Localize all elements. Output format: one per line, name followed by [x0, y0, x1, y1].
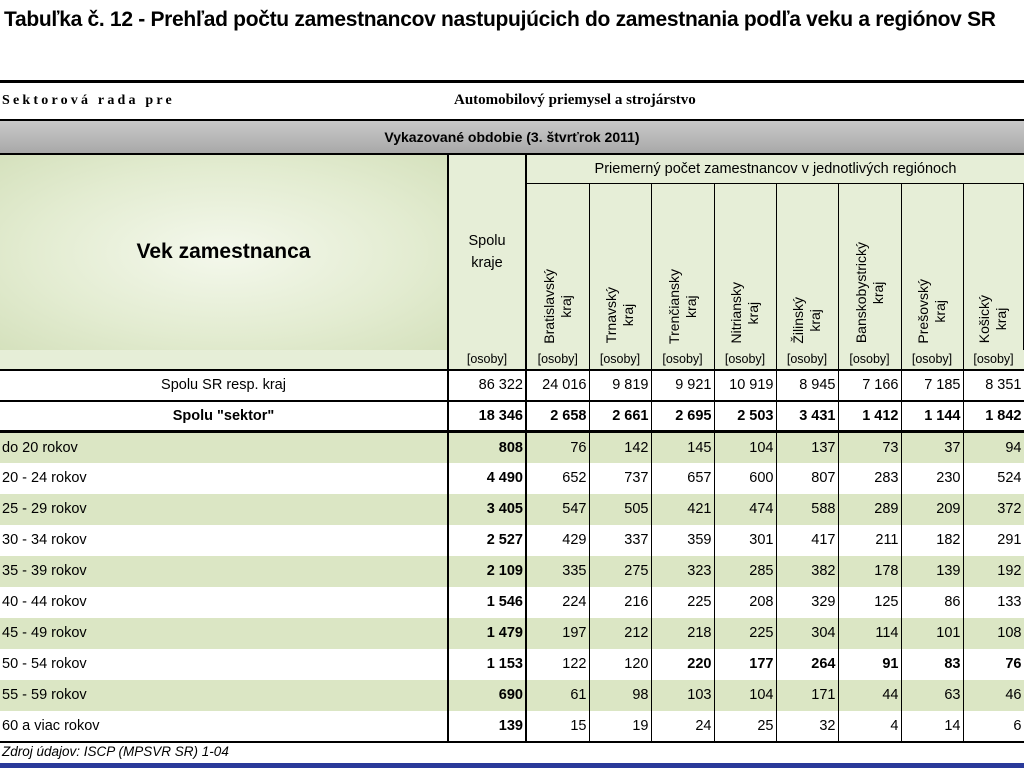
age-value: 44 — [838, 680, 901, 711]
row-value: 1 412 — [838, 401, 901, 432]
region-header-3 — [651, 184, 714, 350]
age-total: 1 546 — [448, 587, 526, 618]
age-total: 139 — [448, 711, 526, 742]
region-header-line1: Prešovský — [915, 278, 931, 344]
age-total: 808 — [448, 432, 526, 463]
age-value: 197 — [526, 618, 589, 649]
age-value: 359 — [651, 525, 714, 556]
age-value: 24 — [651, 711, 714, 742]
row-total: 86 322 — [448, 370, 526, 401]
age-rows — [0, 432, 1024, 742]
region-header-line2: kraj — [807, 308, 823, 332]
region-header-line2: kraj — [745, 301, 761, 325]
summary-rows — [0, 370, 1024, 432]
age-value: 291 — [963, 525, 1024, 556]
age-value: 474 — [714, 494, 776, 525]
age-value: 289 — [838, 494, 901, 525]
age-label: 20 - 24 rokov — [0, 463, 448, 494]
age-value: 32 — [776, 711, 838, 742]
unit-cell: [osoby] — [901, 350, 963, 370]
region-header-label — [853, 242, 887, 343]
age-value: 25 — [714, 711, 776, 742]
region-header-line1: Košický — [976, 295, 993, 344]
region-header-4 — [714, 184, 776, 350]
age-value: 73 — [838, 432, 901, 463]
age-value: 182 — [901, 525, 963, 556]
age-value: 120 — [589, 649, 651, 680]
age-value: 225 — [651, 587, 714, 618]
age-value: 212 — [589, 618, 651, 649]
total-column-header — [448, 154, 526, 350]
units-blank-cell — [0, 350, 448, 370]
age-total: 1 479 — [448, 618, 526, 649]
region-header-line2: kraj — [993, 308, 1010, 331]
age-value: 588 — [776, 494, 838, 525]
region-header-line1: Žilinský — [790, 296, 806, 344]
region-header-line1: Trnavský — [603, 287, 619, 344]
row-value: 2 658 — [526, 401, 589, 432]
unit-cell: [osoby] — [651, 350, 714, 370]
age-label: 50 - 54 rokov — [0, 649, 448, 680]
age-value: 98 — [589, 680, 651, 711]
sector-label: Sektorová rada pre — [0, 82, 448, 120]
unit-cell: [osoby] — [963, 350, 1024, 370]
region-header-line2: kraj — [557, 294, 574, 318]
age-value: 216 — [589, 587, 651, 618]
age-value: 218 — [651, 618, 714, 649]
row-value: 8 351 — [963, 370, 1024, 401]
region-header-7 — [901, 184, 963, 350]
age-label: 40 - 44 rokov — [0, 587, 448, 618]
unit-cell: [osoby] — [714, 350, 776, 370]
age-value: 657 — [651, 463, 714, 494]
region-header-line2: kraj — [869, 281, 886, 305]
age-value: 46 — [963, 680, 1024, 711]
row-total: 18 346 — [448, 401, 526, 432]
row-value: 3 431 — [776, 401, 838, 432]
region-header-8 — [963, 184, 1024, 350]
row-label: Spolu SR resp. kraj — [0, 370, 448, 401]
age-column-header: Vek zamestnanca — [0, 154, 448, 350]
age-label: 25 - 29 rokov — [0, 494, 448, 525]
age-value: 76 — [526, 432, 589, 463]
unit-cell: [osoby] — [448, 350, 526, 370]
age-value: 275 — [589, 556, 651, 587]
header-row — [0, 154, 1024, 184]
row-value: 24 016 — [526, 370, 589, 401]
age-value: 61 — [526, 680, 589, 711]
unit-cell: [osoby] — [526, 350, 589, 370]
sector-row — [0, 82, 1024, 120]
period-label: Vykazované obdobie (3. štvrťrok 2011) — [0, 120, 1024, 154]
age-value: 211 — [838, 525, 901, 556]
age-value: 177 — [714, 649, 776, 680]
age-value: 220 — [651, 649, 714, 680]
age-value: 76 — [963, 649, 1024, 680]
age-label: do 20 rokov — [0, 432, 448, 463]
region-header-line1: Bratislavský — [540, 268, 557, 344]
table-row — [0, 680, 1024, 711]
region-header-label — [915, 279, 949, 344]
age-value: 737 — [589, 463, 651, 494]
age-label: 30 - 34 rokov — [0, 525, 448, 556]
region-header-5 — [776, 184, 838, 350]
age-value: 103 — [651, 680, 714, 711]
row-label: Spolu "sektor" — [0, 401, 448, 432]
region-header-label — [728, 282, 762, 343]
table-row — [0, 556, 1024, 587]
age-total: 3 405 — [448, 494, 526, 525]
table-row — [0, 711, 1024, 742]
age-value: 14 — [901, 711, 963, 742]
region-header-label — [790, 297, 824, 344]
age-value: 225 — [714, 618, 776, 649]
region-header-line2: kraj — [932, 299, 948, 323]
table-row — [0, 618, 1024, 649]
age-value: 600 — [714, 463, 776, 494]
row-value: 2 503 — [714, 401, 776, 432]
age-value: 101 — [901, 618, 963, 649]
age-value: 283 — [838, 463, 901, 494]
units-row — [0, 350, 1024, 370]
age-value: 230 — [901, 463, 963, 494]
age-value: 104 — [714, 432, 776, 463]
region-header-line2: kraj — [682, 294, 699, 318]
page-title: Tabuľka č. 12 - Prehľad počtu zamestnancov nastupujúcich do zamestnania podľa veku a regiónov SR — [4, 8, 996, 31]
age-value: 15 — [526, 711, 589, 742]
age-label: 45 - 49 rokov — [0, 618, 448, 649]
age-total: 690 — [448, 680, 526, 711]
period-row — [0, 120, 1024, 154]
total-header-line1: Spolu — [468, 233, 506, 249]
age-value: 417 — [776, 525, 838, 556]
row-value: 2 695 — [651, 401, 714, 432]
age-value: 208 — [714, 587, 776, 618]
region-header-label — [541, 269, 575, 344]
table-row — [0, 494, 1024, 525]
table-row — [0, 587, 1024, 618]
age-value: 6 — [963, 711, 1024, 742]
age-value: 421 — [651, 494, 714, 525]
region-header-label — [666, 269, 700, 344]
summary-row — [0, 401, 1024, 432]
age-value: 285 — [714, 556, 776, 587]
row-value: 7 166 — [838, 370, 901, 401]
age-value: 337 — [589, 525, 651, 556]
age-value: 145 — [651, 432, 714, 463]
age-total: 1 153 — [448, 649, 526, 680]
age-label: 60 a viac rokov — [0, 711, 448, 742]
table-row — [0, 525, 1024, 556]
region-header-1 — [526, 184, 589, 350]
age-value: 329 — [776, 587, 838, 618]
row-value: 9 921 — [651, 370, 714, 401]
source-note: Zdroj údajov: ISCP (MPSVR SR) 1-04 — [2, 744, 229, 759]
age-value: 807 — [776, 463, 838, 494]
table-row — [0, 432, 1024, 463]
age-value: 63 — [901, 680, 963, 711]
region-header-label — [976, 295, 1010, 343]
age-label: 55 - 59 rokov — [0, 680, 448, 711]
age-value: 83 — [901, 649, 963, 680]
age-value: 335 — [526, 556, 589, 587]
employee-table — [0, 80, 1024, 743]
row-value: 7 185 — [901, 370, 963, 401]
age-value: 137 — [776, 432, 838, 463]
age-value: 133 — [963, 587, 1024, 618]
age-value: 429 — [526, 525, 589, 556]
age-value: 192 — [963, 556, 1024, 587]
age-value: 19 — [589, 711, 651, 742]
bottom-accent-line — [0, 763, 1024, 768]
age-value: 37 — [901, 432, 963, 463]
region-header-line1: Trenčiansky — [665, 268, 682, 344]
age-value: 171 — [776, 680, 838, 711]
row-value: 9 819 — [589, 370, 651, 401]
age-value: 382 — [776, 556, 838, 587]
age-value: 323 — [651, 556, 714, 587]
row-value: 1 842 — [963, 401, 1024, 432]
unit-cell: [osoby] — [838, 350, 901, 370]
age-value: 104 — [714, 680, 776, 711]
unit-cell: [osoby] — [589, 350, 651, 370]
age-value: 524 — [963, 463, 1024, 494]
age-value: 142 — [589, 432, 651, 463]
age-value: 91 — [838, 649, 901, 680]
row-value: 8 945 — [776, 370, 838, 401]
region-header-2 — [589, 184, 651, 350]
region-header-label — [603, 287, 637, 343]
unit-cell: [osoby] — [776, 350, 838, 370]
age-total: 2 109 — [448, 556, 526, 587]
age-label: 35 - 39 rokov — [0, 556, 448, 587]
age-value: 108 — [963, 618, 1024, 649]
age-value: 4 — [838, 711, 901, 742]
age-value: 372 — [963, 494, 1024, 525]
age-value: 301 — [714, 525, 776, 556]
region-header-line1: Banskobystrický — [852, 242, 869, 344]
sector-value: Automobilový priemysel a strojárstvo — [448, 82, 1024, 120]
age-value: 224 — [526, 587, 589, 618]
age-value: 304 — [776, 618, 838, 649]
total-header-line2: kraje — [471, 255, 503, 271]
age-total: 4 490 — [448, 463, 526, 494]
row-value: 2 661 — [589, 401, 651, 432]
summary-row — [0, 370, 1024, 401]
age-value: 505 — [589, 494, 651, 525]
age-value: 122 — [526, 649, 589, 680]
table-row — [0, 649, 1024, 680]
region-header-line1: Nitriansky — [728, 282, 744, 344]
age-total: 2 527 — [448, 525, 526, 556]
age-value: 114 — [838, 618, 901, 649]
age-value: 139 — [901, 556, 963, 587]
age-value: 547 — [526, 494, 589, 525]
age-value: 652 — [526, 463, 589, 494]
table-row — [0, 463, 1024, 494]
age-value: 264 — [776, 649, 838, 680]
row-value: 10 919 — [714, 370, 776, 401]
region-header-line2: kraj — [620, 304, 636, 327]
age-value: 86 — [901, 587, 963, 618]
age-value: 178 — [838, 556, 901, 587]
age-value: 209 — [901, 494, 963, 525]
regions-group-header: Priemerný počet zamestnancov v jednotlivých regiónoch — [526, 154, 1024, 184]
row-value: 1 144 — [901, 401, 963, 432]
region-header-6 — [838, 184, 901, 350]
age-value: 94 — [963, 432, 1024, 463]
age-value: 125 — [838, 587, 901, 618]
